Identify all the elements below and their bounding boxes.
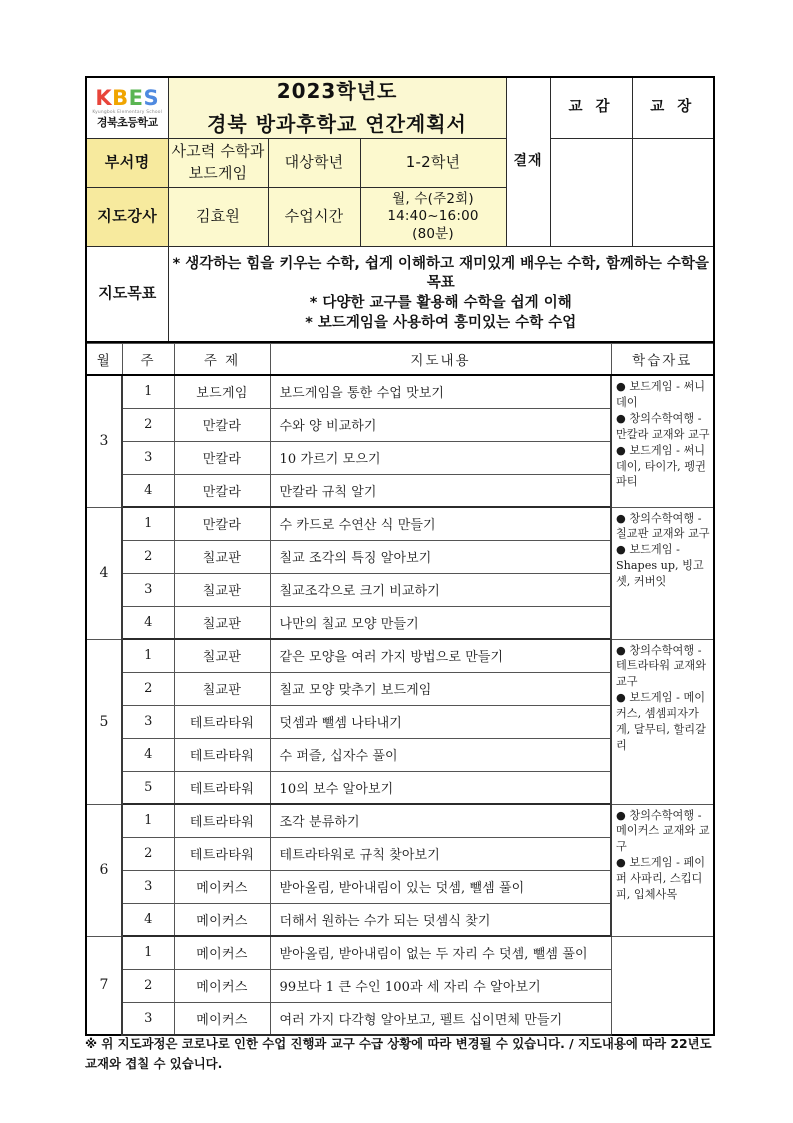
teacher-value-cell: 김효원 — [168, 188, 268, 247]
content-cell: 받아올림, 받아내림이 없는 두 자리 수 덧셈, 뺄셈 풀이 — [270, 936, 611, 969]
topic-cell: 칠교판 — [174, 606, 270, 639]
table-row — [86, 804, 714, 837]
topic-cell: 메이커스 — [174, 870, 270, 903]
header-table — [85, 76, 715, 343]
topic-cell: 보드게임 — [174, 375, 270, 408]
week-cell: 3 — [122, 1002, 174, 1035]
schedule-header-row — [86, 344, 714, 376]
topic-cell: 만칼라 — [174, 408, 270, 441]
logo-acronym — [95, 88, 159, 109]
schedule-table — [85, 343, 715, 1036]
month-cell: 3 — [86, 375, 122, 507]
topic-cell: 칠교판 — [174, 573, 270, 606]
schedule-header-cell-1: 주 — [122, 344, 174, 376]
week-cell: 3 — [122, 705, 174, 738]
logo-letter-e: E — [128, 86, 144, 111]
logo-letter-b: B — [112, 86, 129, 111]
week-cell: 5 — [122, 771, 174, 804]
goal-item: * 생각하는 힘을 키우는 수학, 쉽게 이해하고 재미있게 배우는 수학, 함께하는 수학을 목표 — [172, 255, 709, 292]
material-item: ● 창의수학여행 - 테트라타워 교재와 교구 — [616, 643, 707, 689]
content-cell: 칠교 조각의 특징 알아보기 — [270, 540, 611, 573]
logo-letter-s: S — [143, 86, 160, 111]
topic-cell: 테트라타워 — [174, 771, 270, 804]
topic-cell: 메이커스 — [174, 936, 270, 969]
materials-cell — [611, 804, 714, 936]
plan-document — [85, 76, 713, 1036]
week-cell: 2 — [122, 672, 174, 705]
table-row — [86, 639, 714, 672]
table-row — [86, 1002, 714, 1035]
material-item: ● 창의수학여행 - 만칼라 교재와 교구 — [616, 411, 710, 441]
content-cell: 수 퍼즐, 십자수 풀이 — [270, 738, 611, 771]
content-cell: 수와 양 비교하기 — [270, 408, 611, 441]
content-cell: 여러 가지 다각형 알아보고, 펠트 십이면체 만들기 — [270, 1002, 611, 1035]
topic-cell: 칠교판 — [174, 540, 270, 573]
topic-cell: 테트라타워 — [174, 837, 270, 870]
schedule-header-cell-4: 학습자료 — [611, 344, 714, 376]
document-title-cell — [168, 77, 506, 139]
goals-label-cell: 지도목표 — [86, 247, 168, 343]
materials-cell — [611, 639, 714, 804]
table-row — [86, 375, 714, 408]
content-cell: 10의 보수 알아보기 — [270, 771, 611, 804]
table-row — [86, 507, 714, 540]
content-cell: 테트라타워로 규칙 찾아보기 — [270, 837, 611, 870]
logo-subtitle-en: Kyungbok Elementary School — [92, 109, 163, 115]
material-item: ● 창의수학여행 - 칠교판 교재와 교구 — [616, 511, 710, 541]
title-line-2: 경북 방과후학교 연간계획서 — [207, 112, 467, 136]
topic-cell: 만칼라 — [174, 507, 270, 540]
week-cell: 4 — [122, 606, 174, 639]
material-item: ● 보드게임 - 써니 데이 — [616, 380, 706, 409]
week-cell: 2 — [122, 837, 174, 870]
approval-label-cell — [506, 77, 550, 247]
approval-stamp-principal[interactable] — [632, 139, 714, 247]
topic-cell: 메이커스 — [174, 969, 270, 1002]
approval-header-vice-principal: 교 감 — [550, 77, 632, 139]
topic-cell: 칠교판 — [174, 672, 270, 705]
info-row-department — [86, 139, 714, 188]
month-cell: 6 — [86, 804, 122, 936]
week-cell: 2 — [122, 969, 174, 1002]
title-row — [86, 77, 714, 139]
material-item: ● 보드게임 - 페이퍼 사파리, 스킵디피, 입체사목 — [616, 856, 706, 902]
goal-item: * 다양한 교구를 활용해 수학을 쉽게 이해 — [309, 295, 572, 311]
content-cell: 받아올림, 받아내림이 있는 덧셈, 뺄셈 풀이 — [270, 870, 611, 903]
time-label-cell: 수업시간 — [268, 188, 360, 247]
title-line-1: 2023학년도 — [276, 79, 398, 103]
logo-subtitle-ko: 경북초등학교 — [96, 115, 158, 129]
school-logo — [87, 84, 168, 131]
materials-cell — [611, 375, 714, 507]
schedule-header-cell-3: 지도내용 — [270, 344, 611, 376]
month-cell: 5 — [86, 639, 122, 804]
approval-header-principal: 교 장 — [632, 77, 714, 139]
materials-cell — [611, 507, 714, 639]
week-cell: 3 — [122, 441, 174, 474]
grade-label-cell: 대상학년 — [268, 139, 360, 188]
content-cell: 칠교 모양 맞추기 보드게임 — [270, 672, 611, 705]
time-line-2: 14:40~16:00 — [387, 208, 479, 225]
month-cell: 7 — [86, 936, 122, 1035]
logo-letter-k: K — [95, 86, 113, 111]
goals-row — [86, 247, 714, 343]
week-cell: 3 — [122, 870, 174, 903]
topic-cell: 만칼라 — [174, 474, 270, 507]
content-cell: 만칼라 규칙 알기 — [270, 474, 611, 507]
topic-cell: 메이커스 — [174, 1002, 270, 1035]
topic-cell: 메이커스 — [174, 903, 270, 936]
schedule-header-cell-2: 주 제 — [174, 344, 270, 376]
content-cell: 같은 모양을 여러 가지 방법으로 만들기 — [270, 639, 611, 672]
department-label-cell: 부서명 — [86, 139, 168, 188]
teacher-label-cell: 지도강사 — [86, 188, 168, 247]
topic-cell: 칠교판 — [174, 639, 270, 672]
week-cell: 1 — [122, 936, 174, 969]
content-cell: 10 가르기 모으기 — [270, 441, 611, 474]
material-item: ● 보드게임 - 써니 데이, 타이가, 펭귄 파티 — [616, 443, 706, 489]
material-item: ● 창의수학여행 - 메이커스 교재와 교구 — [616, 808, 710, 854]
topic-cell: 만칼라 — [174, 441, 270, 474]
week-cell: 4 — [122, 474, 174, 507]
time-line-3: (80분) — [412, 225, 454, 242]
material-item: ● 보드게임 - Shapes up, 빙고셋, 커버잇 — [616, 543, 704, 589]
week-cell: 2 — [122, 408, 174, 441]
time-value-cell — [360, 188, 506, 247]
table-row — [86, 969, 714, 1002]
topic-cell: 테트라타워 — [174, 705, 270, 738]
month-cell: 4 — [86, 507, 122, 639]
content-cell: 수 카드로 수연산 식 만들기 — [270, 507, 611, 540]
content-cell: 나만의 칠교 모양 만들기 — [270, 606, 611, 639]
approval-stamp-vice-principal[interactable] — [550, 139, 632, 247]
goals-content-cell — [168, 247, 714, 343]
week-cell: 1 — [122, 639, 174, 672]
week-cell: 4 — [122, 738, 174, 771]
topic-cell: 테트라타워 — [174, 804, 270, 837]
school-logo-cell — [86, 77, 168, 139]
approval-label: 결재 — [513, 153, 543, 170]
week-cell: 1 — [122, 804, 174, 837]
week-cell: 4 — [122, 903, 174, 936]
grade-value-cell: 1-2학년 — [360, 139, 506, 188]
time-line-1: 월, 수(주2회) — [392, 190, 474, 207]
week-cell: 3 — [122, 573, 174, 606]
week-cell: 2 — [122, 540, 174, 573]
content-cell: 조각 분류하기 — [270, 804, 611, 837]
department-value-cell: 사고력 수학과 보드게임 — [168, 139, 268, 188]
content-cell: 보드게임을 통한 수업 맛보기 — [270, 375, 611, 408]
table-row — [86, 936, 714, 969]
goal-item: * 보드게임을 사용하여 흥미있는 수학 수업 — [305, 314, 577, 331]
content-cell: 덧셈과 뺄셈 나타내기 — [270, 705, 611, 738]
week-cell: 1 — [122, 507, 174, 540]
footnote: ※ 위 지도과정은 코로나로 인한 수업 진행과 교구 수급 상황에 따라 변경될 수 있습니다. / 지도내용에 따라 22년도 교재와 겹칠 수 있습니다. — [85, 1036, 712, 1072]
material-item: ● 보드게임 - 메이커스, 셈셈피자가게, 달무티, 할리갈리 — [616, 691, 706, 752]
content-cell: 더해서 원하는 수가 되는 덧셈식 찾기 — [270, 903, 611, 936]
schedule-header-cell-0: 월 — [86, 344, 122, 376]
content-cell: 칠교조각으로 크기 비교하기 — [270, 573, 611, 606]
topic-cell: 테트라타워 — [174, 738, 270, 771]
content-cell: 99보다 1 큰 수인 100과 세 자리 수 알아보기 — [270, 969, 611, 1002]
week-cell: 1 — [122, 375, 174, 408]
